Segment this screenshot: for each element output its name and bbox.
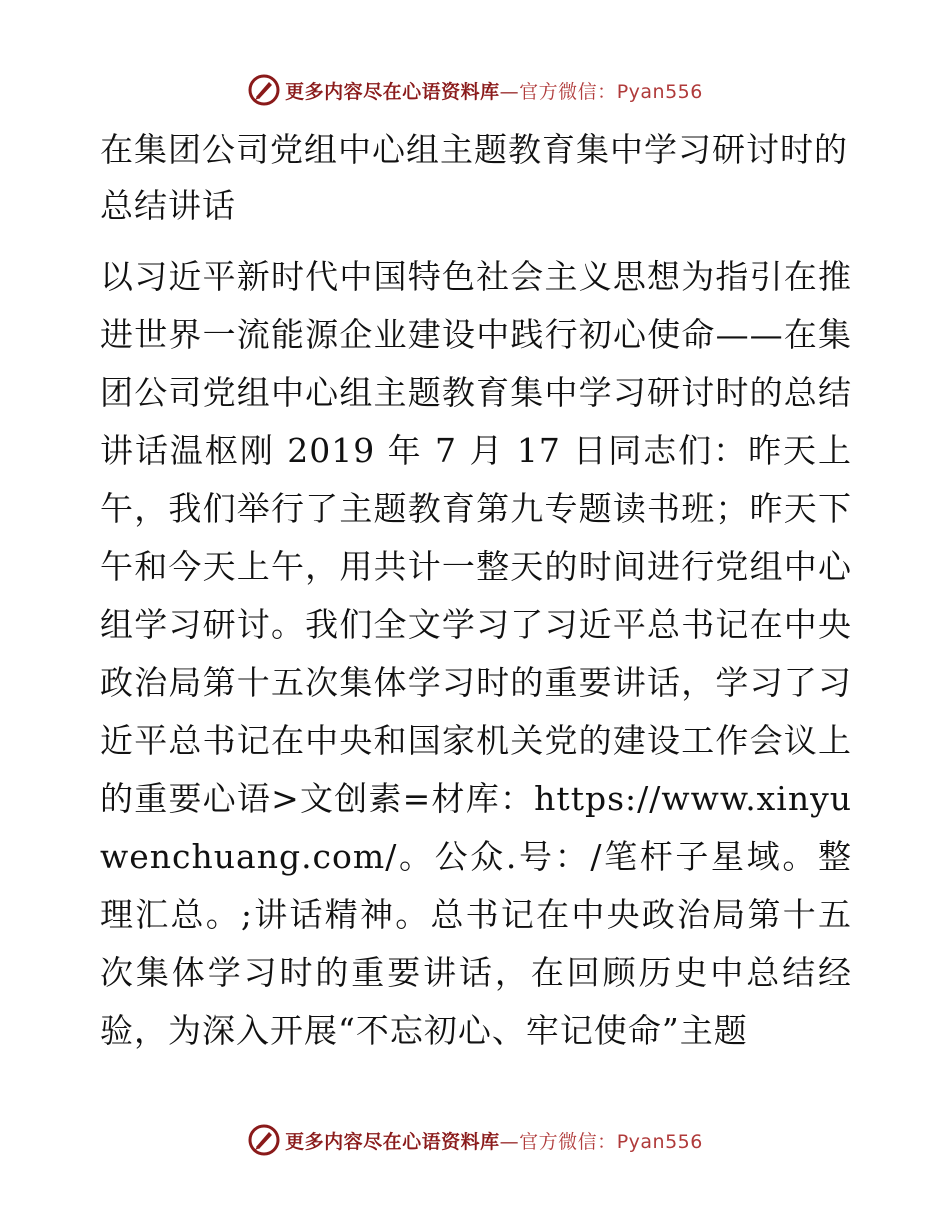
header-watermark-banner	[0, 70, 950, 110]
quill-seal-icon	[247, 1123, 281, 1157]
watermark-text	[285, 77, 703, 104]
watermark-wechat-id: Pyan556	[616, 1130, 703, 1153]
quill-seal-icon	[247, 73, 281, 107]
watermark-brand: 更多内容尽在心语资料库	[285, 1130, 500, 1153]
watermark-brand: 更多内容尽在心语资料库	[285, 80, 500, 103]
watermark-wechat-label: 官方微信：	[519, 80, 617, 103]
watermark-wechat-label: 官方微信：	[519, 1130, 617, 1153]
document-body: 以习近平新时代中国特色社会主义思想为指引在推进世界一流能源企业建设中践行初心使命——在集团公司党组中心组主题教育集中学习研讨时的总结讲话温枢刚 2019 年 7 月 17 日同志们：昨天上午，我们举行了主题教育第九专题读书班；昨天下午和今天上午，用共计一整天的时间进行党组中心组学习研讨。我们全文学习了习近平总书记在中央政治局第十五次集体学习时的重要讲话，学习了习近平总书记在中央和国家机关党的建设工作会议上的重要心语>文创素=材库：https://www.xinyuwenchuang.com/。公众.号：/笔杆子星域。整理汇总。;讲话精神。总书记在中央政治局第十五次集体学习时的重要讲话，在回顾历史中总结经验，为深入开展“不忘初心、牢记使命”主题	[100, 257, 852, 1050]
footer-watermark-banner	[0, 1120, 950, 1160]
watermark-wechat-id: Pyan556	[616, 80, 703, 103]
watermark-separator: —	[499, 1130, 520, 1153]
document-title: 在集团公司党组中心组主题教育集中学习研讨时的总结讲话	[100, 130, 848, 225]
watermark-text	[285, 1127, 703, 1154]
watermark-separator: —	[499, 80, 520, 103]
